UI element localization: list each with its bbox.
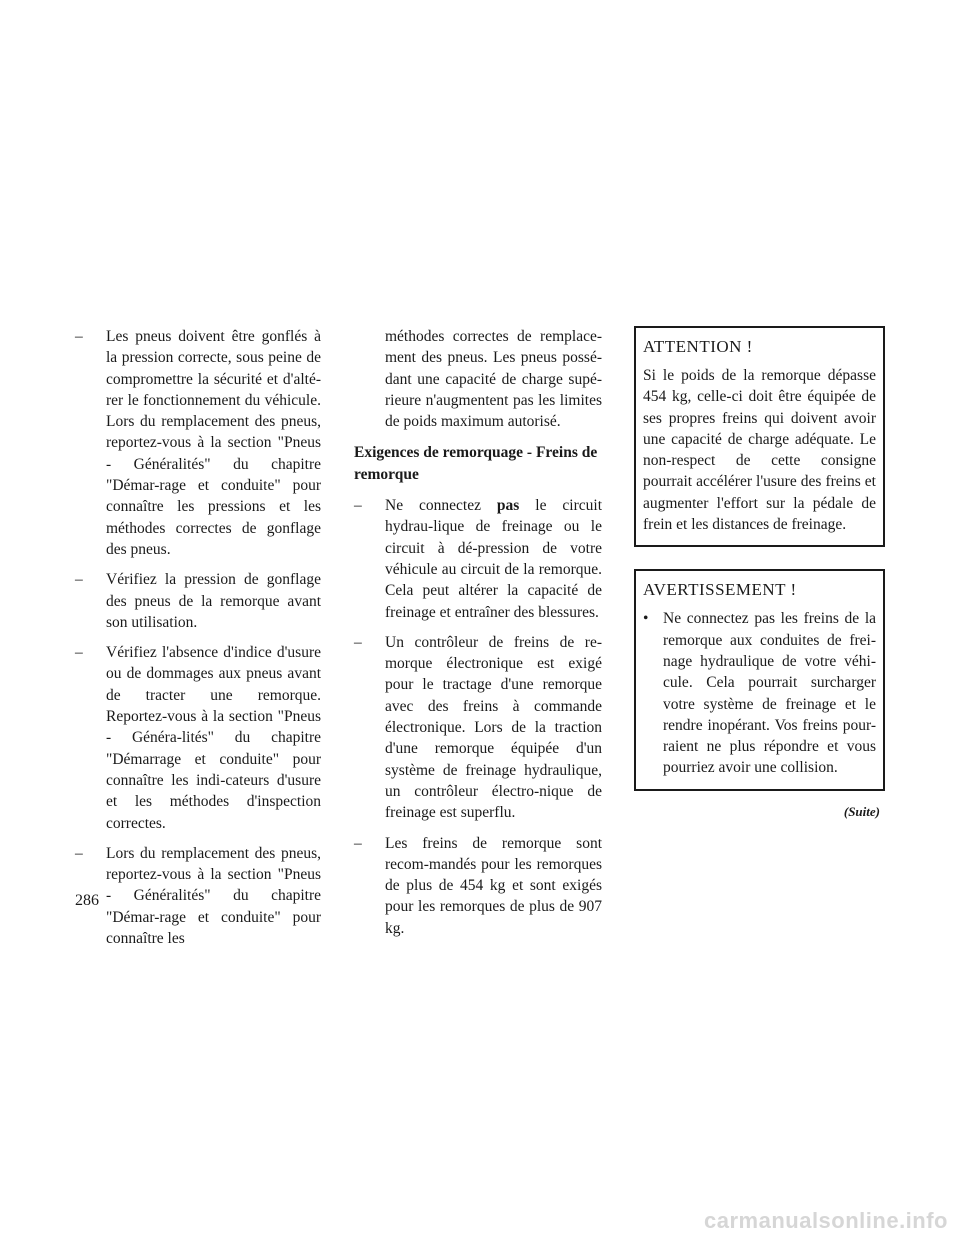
section-heading: Exigences de remorquage - Freins de remorque xyxy=(354,444,598,483)
list-item-text: Les pneus doivent être gonflés à la pression correcte, sous peine de compromettre la sécurité et d'alté-rer le fonctionnement du véhicule. Lors du remplacement des pneus, reportez-vous à la section "Pneus - Généralités" du chapitre "Démar-rage et conduite" pour connaître les pressions et les méthodes correctes de gonflage des pneus. xyxy=(106,328,321,558)
list-item xyxy=(75,569,321,633)
list-item-text: Un contrôleur de freins de re-morque électronique est exigé pour le tractage d'une remorque avec des freins à commande électronique. Lors de la traction d'une remorque équipée d'un système de freinage hydraulique, un contrôleur électro-nique de freinage est superflu. xyxy=(385,633,602,822)
attention-text: Si le poids de la remorque dépasse 454 kg, celle-ci doit être équipée de ses propres freins qui doivent avoir une capacité de charge adéquate. Le non-respect de cette consigne pourrait accélérer l'usure des freins et augmenter l'effort sur la pédale de frein et les distances de freinage. xyxy=(643,367,876,534)
list-item-text: Vérifiez la pression de gonflage des pneus de la remorque avant son utilisation. xyxy=(106,571,321,631)
list-item-continuation: méthodes correctes de remplace-ment des pneus. Les pneus possé-dant une capacité de charge supé-rieure n'augmentent pas les limites de poids maximum autorisé. xyxy=(385,328,602,431)
watermark: carmanualsonline.info xyxy=(704,1208,948,1233)
warning-box xyxy=(634,569,885,790)
emphasis-word: pas xyxy=(496,497,520,515)
list-item xyxy=(75,326,321,560)
list-item-text: Vérifiez l'absence d'indice d'usure ou de dommages aux pneus avant de tracter une remorque. Reportez-vous à la section "Pneus - Généra-lités" du chapitre "Démarrage et conduite" pour connaître les indi-cateurs d'usure et les méthodes d'inspection correctes. xyxy=(106,644,321,832)
warning-title: AVERTISSEMENT ! xyxy=(643,580,797,600)
dash-marker: – xyxy=(354,633,362,651)
page-number: 286 xyxy=(75,892,99,909)
list-item-text: Les freins de remorque sont recom-mandés pour les remorques de plus de 454 kg et sont exigés pour les remorques de plus de 907 kg. xyxy=(385,834,602,937)
list-item-text: Lors du remplacement des pneus, reportez-vous à la section "Pneus - Généralités" du chapitre "Démar-rage et conduite" pour connaître les xyxy=(106,844,321,948)
list-item xyxy=(75,642,321,834)
warning-text: Ne connectez pas les freins de la remorque aux conduites de frei-nage hydraulique de votre véhi-cule. Cela pourrait surcharger votre système de freinage et le rendre inopérant. Vos freins pour-raient ne plus répondre et vous pourriez avoir une collision. xyxy=(663,610,876,777)
dash-marker: – xyxy=(75,328,83,345)
list-item-text-start: Ne connectez xyxy=(385,497,497,515)
list-item-text-end: le circuit hydrau-lique de freinage ou le circuit à dé-pression de votre véhicule au circuit de la remorque. Cela peut altérer la capacité de freinage et entraîner des blessures. xyxy=(385,497,602,621)
dash-marker: – xyxy=(354,497,362,515)
attention-box xyxy=(634,326,885,547)
dash-marker: – xyxy=(75,844,83,862)
list-item xyxy=(354,632,602,824)
warning-bullet-item xyxy=(643,608,876,778)
list-item xyxy=(354,833,602,939)
continued-marker: (Suite) xyxy=(843,803,880,819)
list-item xyxy=(75,843,321,949)
dash-marker: – xyxy=(75,644,83,662)
dash-marker: – xyxy=(354,834,362,852)
column-3 xyxy=(634,326,885,822)
bullet-marker: • xyxy=(643,610,649,628)
column-2 xyxy=(354,326,602,948)
column-1 xyxy=(75,326,321,958)
attention-title: ATTENTION ! xyxy=(643,337,753,356)
dash-marker: – xyxy=(75,571,83,589)
list-item xyxy=(354,495,602,623)
